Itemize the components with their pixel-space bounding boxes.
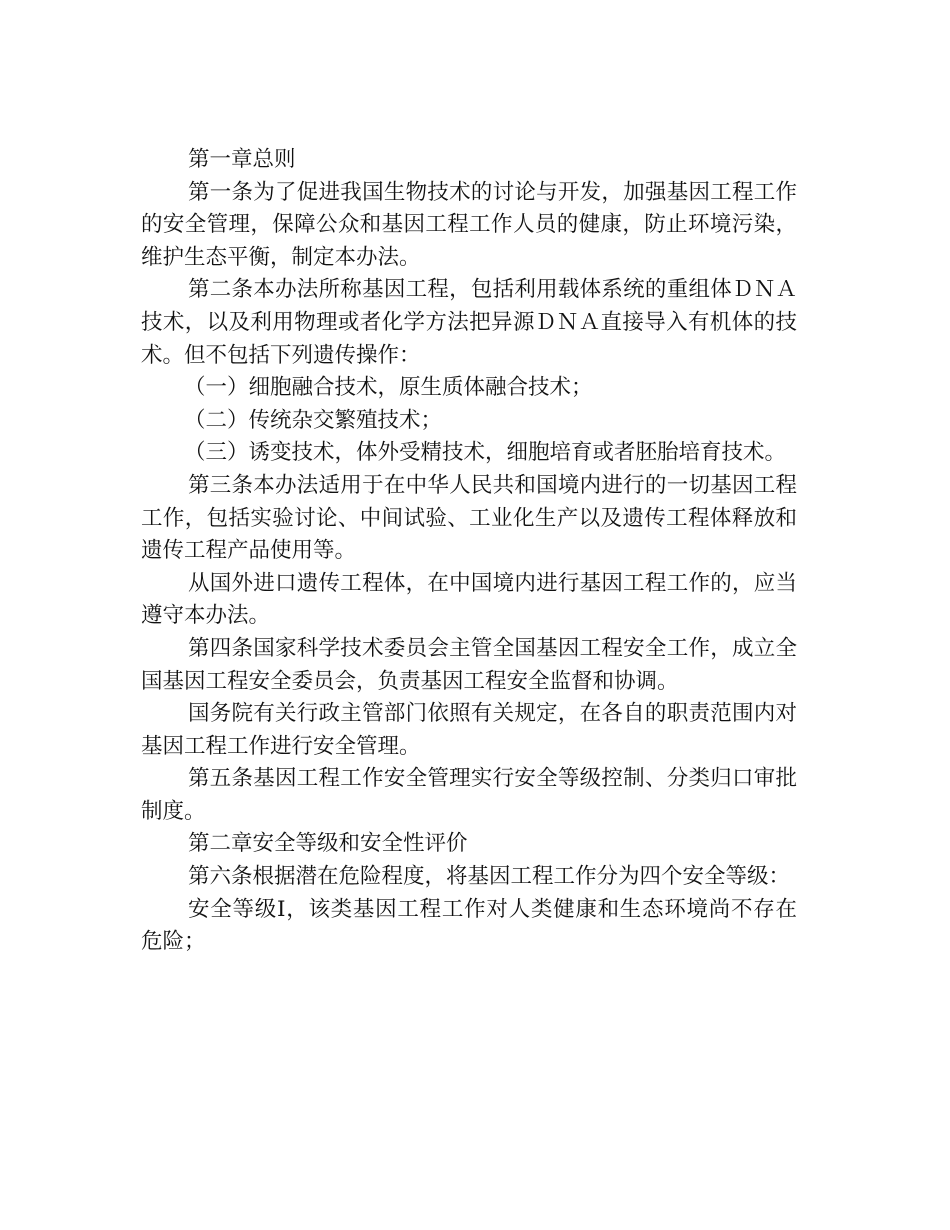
chapter-heading-2: 第二章安全等级和安全性评价 (188, 831, 468, 857)
list-item-3: （三）诱变技术，体外受精技术，细胞培育或者胚胎培育技术。 (184, 440, 787, 466)
chapter-heading-1: 第一章总则 (188, 147, 296, 172)
article-2: 第二条本办法所称基因工程，包括利用载体系统的重组体ＤＮＡ技术，以及利用物理或者化学方法把异源ＤＮＡ直接导入有机体的技术。但不包括下列遗传操作： (141, 277, 797, 368)
article-4-paragraph-2: 国务院有关行政主管部门依照有关规定，在各自的职责范围内对基因工程工作进行安全管理。 (141, 701, 797, 759)
list-item-2: （二）传统杂交繁殖技术； (184, 407, 443, 433)
article-4: 第四条国家科学技术委员会主管全国基因工程安全工作，成立全国基因工程安全委员会，负责基因工程安全监督和协调。 (141, 635, 797, 694)
article-3-paragraph-2: 从国外进口遗传工程体，在中国境内进行基因工程工作的，应当遵守本办法。 (141, 570, 797, 629)
article-5: 第五条基因工程工作安全管理实行安全等级控制、分类归口审批制度。 (141, 766, 797, 824)
document-page (141, 144, 797, 959)
list-item-1: （一）细胞融合技术，原生质体融合技术； (184, 375, 593, 401)
article-6: 第六条根据潜在危险程度，将基因工程工作分为四个安全等级： (188, 864, 791, 890)
article-3: 第三条本办法适用于在中华人民共和国境内进行的一切基因工程工作，包括实验讨论、中间试验、工业化生产以及遗传工程体释放和遗传工程产品使用等。 (141, 472, 797, 564)
safety-level-1: 安全等级Ⅰ，该类基因工程工作对人类健康和生态环境尚不存在危险； (141, 896, 797, 955)
article-1: 第一条为了促进我国生物技术的讨论与开发，加强基因工程工作的安全管理，保障公众和基因工程工作人员的健康，防止环境污染，维护生态平衡，制定本办法。 (141, 179, 797, 270)
